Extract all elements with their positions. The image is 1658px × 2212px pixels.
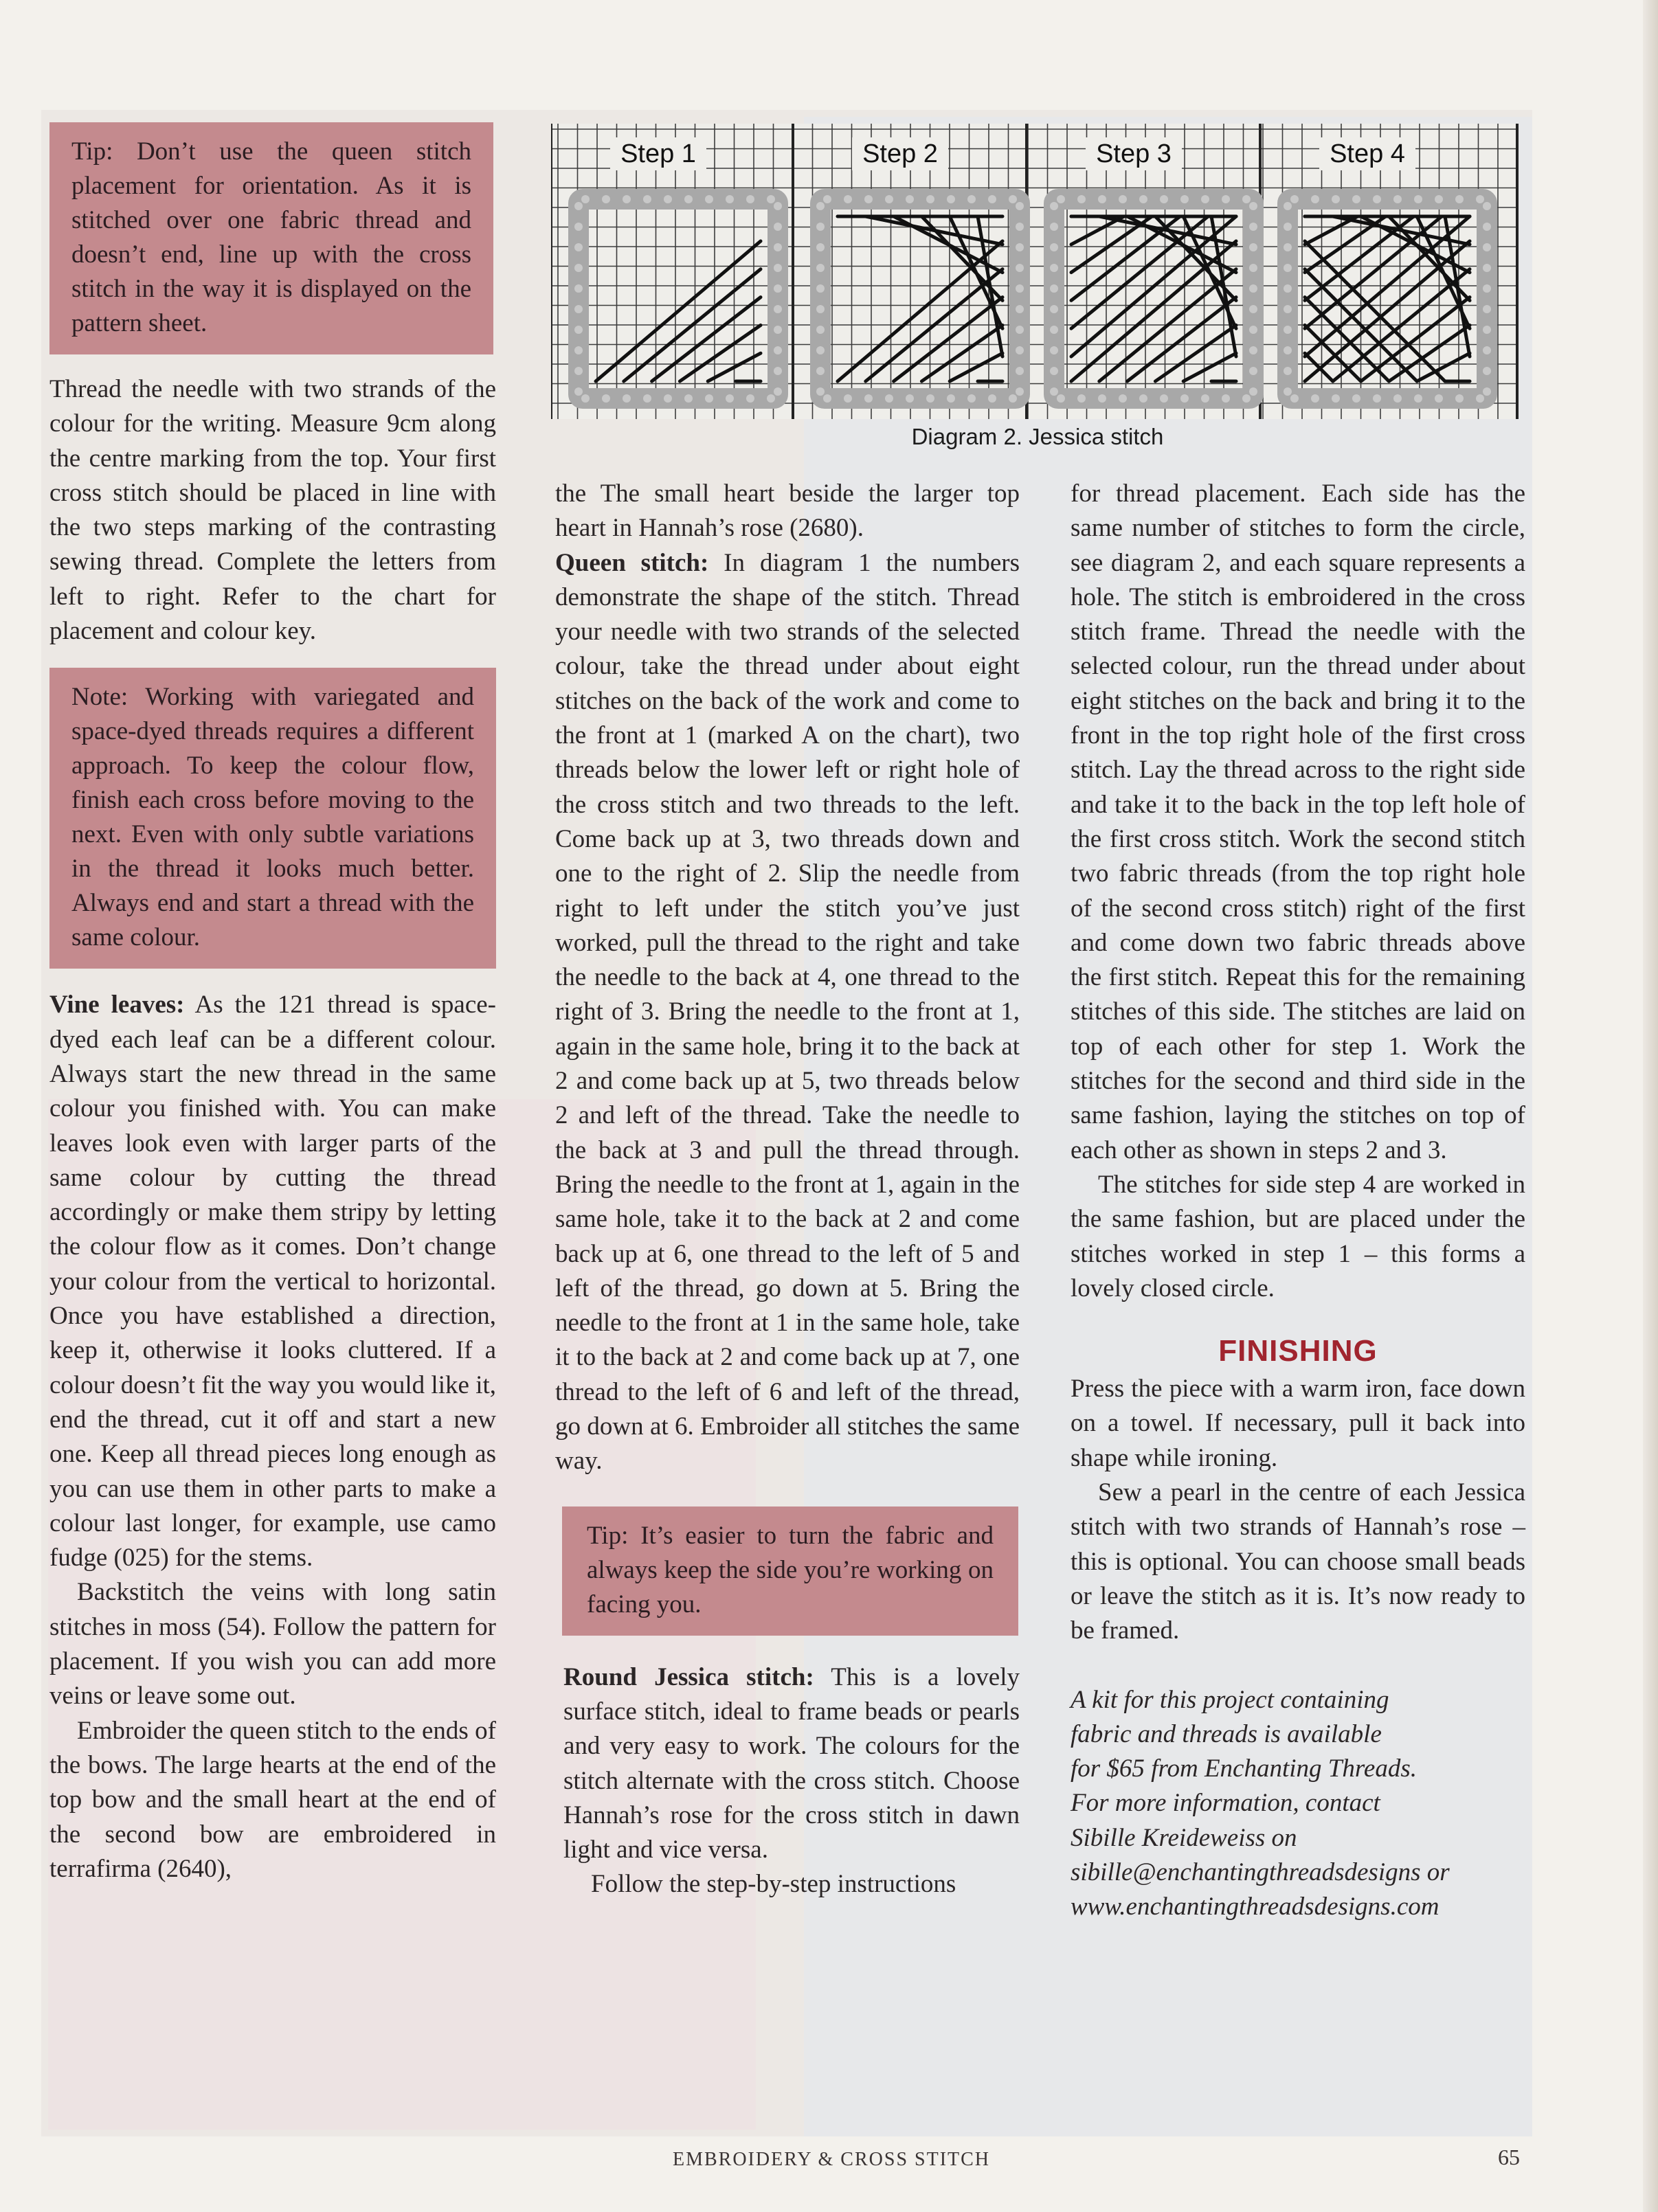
frame-stitch bbox=[726, 195, 734, 203]
frame-stitch bbox=[623, 394, 631, 403]
frame-stitch bbox=[574, 243, 583, 251]
frame-stitch bbox=[906, 195, 914, 203]
frame-stitch bbox=[1483, 346, 1491, 354]
frame-stitch bbox=[574, 202, 583, 210]
kit-email[interactable]: sibille@enchantingthreadsdesigns or bbox=[1071, 1858, 1450, 1886]
frame-stitch bbox=[864, 195, 873, 203]
frame-stitch bbox=[1119, 195, 1127, 203]
frame-stitch bbox=[988, 394, 996, 403]
frame-stitch bbox=[1483, 223, 1491, 231]
frame-stitch bbox=[1098, 394, 1106, 403]
side-step-4-paragraph: The stitches for side step 4 are worked in the same fashion, but are placed under the stitches worked in step 1 – this forms a lovely closed circle. bbox=[1071, 1170, 1525, 1302]
frame-stitch bbox=[574, 367, 583, 375]
publication-footer: EMBROIDERY & CROSS STITCH bbox=[672, 2149, 991, 2170]
frame-stitch bbox=[746, 195, 754, 203]
frame-stitch bbox=[1284, 387, 1292, 396]
frame-stitch bbox=[574, 387, 583, 396]
frame-stitch bbox=[1476, 195, 1484, 203]
step-label: Step 3 bbox=[1096, 139, 1172, 168]
vine-leaves-text: As the 121 thread is space-dyed each leaf can be a different colour. Always start the new thread in the same colour you finished with. You can make leaves look even with larger parts of the same colour by cutting the thread accordingly or make them stripy by letting the colour flow as it comes. Don’t change your colour from the vertical to horizontal. Once you have established a direction, keep it, otherwise it looks cluttered. If a colour doesn’t fit the way you would like it, end the thread, cut it off and start a new one. Keep all thread pieces long enough as you can use them in other parts to make a colour last longer, for example, use camo fudge (025) for the stems. bbox=[49, 991, 496, 1572]
frame-stitch bbox=[1050, 367, 1058, 375]
frame-stitch bbox=[885, 195, 893, 203]
frame-stitch bbox=[774, 326, 782, 334]
frame-stitch bbox=[823, 195, 831, 203]
frame-stitch bbox=[1483, 305, 1491, 313]
frame-stitch bbox=[1242, 394, 1251, 403]
frame-stitch bbox=[1139, 394, 1147, 403]
frame-stitch bbox=[1284, 326, 1292, 334]
frame-stitch bbox=[816, 284, 825, 293]
frame-stitch bbox=[1180, 195, 1189, 203]
step-label: Step 4 bbox=[1330, 139, 1405, 168]
frame-stitch bbox=[816, 243, 825, 251]
step-label: Step 2 bbox=[862, 139, 938, 168]
jessica-stitch-diagram bbox=[551, 124, 1519, 419]
frame-stitch bbox=[774, 387, 782, 396]
frame-stitch bbox=[1483, 284, 1491, 293]
frame-stitch bbox=[816, 326, 825, 334]
frame-stitch bbox=[774, 223, 782, 231]
note-box-variegated: Note: Working with variegated and space-dyed threads requires a different approach. To keep the colour flow, finish each cross before moving to the next. Even with only subtle variations in the thread it looks much better. Always end and start a thread with the same colour. bbox=[49, 668, 496, 969]
frame-stitch bbox=[602, 394, 610, 403]
frame-stitch bbox=[774, 346, 782, 354]
frame-stitch bbox=[1139, 195, 1147, 203]
frame-stitch bbox=[823, 394, 831, 403]
frame-stitch bbox=[926, 394, 934, 403]
round-jessica-paragraph bbox=[563, 1660, 1020, 1868]
frame-stitch bbox=[774, 367, 782, 375]
frame-stitch bbox=[1373, 394, 1381, 403]
frame-stitch bbox=[1242, 195, 1251, 203]
step-label: Step 1 bbox=[620, 139, 696, 168]
kit-line: for $65 from Enchanting Threads. bbox=[1071, 1754, 1417, 1783]
tip-box-queen-stitch: Tip: Don’t use the queen stitch placement for orientation. As it is stitched over one fabric thread and doesn’t end, line up with the cross stitch in the way it is displayed on the pattern sheet. bbox=[49, 122, 493, 354]
round-jessica-title: Round Jessica stitch: bbox=[563, 1662, 814, 1691]
frame-stitch bbox=[1483, 387, 1491, 396]
diagram-caption: Diagram 2. Jessica stitch bbox=[911, 424, 1164, 449]
finishing-heading: FINISHING bbox=[1218, 1334, 1378, 1368]
frame-stitch bbox=[816, 264, 825, 272]
queen-stitch-title: Queen stitch: bbox=[555, 548, 709, 577]
frame-stitch bbox=[1201, 195, 1209, 203]
frame-stitch bbox=[705, 394, 713, 403]
intro-paragraph: Thread the needle with two strands of the colour for the writing. Measure 9cm along the centre marking from the top. Your first cross stitch should be placed in line with the two steps marking of the contrasting sewing thread. Complete the letters from left to right. Refer to the chart for placement and colour key. bbox=[49, 375, 496, 646]
frame-stitch bbox=[726, 394, 734, 403]
frame-stitch bbox=[1057, 195, 1065, 203]
frame-stitch bbox=[1009, 195, 1017, 203]
frame-stitch bbox=[1483, 264, 1491, 272]
frame-stitch bbox=[1284, 223, 1292, 231]
frame-stitch bbox=[1009, 394, 1017, 403]
frame-stitch bbox=[1455, 394, 1464, 403]
frame-stitch bbox=[1476, 394, 1484, 403]
frame-stitch bbox=[1249, 346, 1257, 354]
frame-stitch bbox=[844, 195, 852, 203]
frame-stitch bbox=[1373, 195, 1381, 203]
frame-stitch bbox=[643, 394, 651, 403]
frame-stitch bbox=[1284, 367, 1292, 375]
frame-stitch bbox=[1249, 387, 1257, 396]
frame-stitch bbox=[1284, 305, 1292, 313]
frame-stitch bbox=[1180, 394, 1189, 403]
column-3 bbox=[1071, 477, 1525, 1925]
frame-stitch bbox=[1050, 284, 1058, 293]
queen-stitch-ends-paragraph: Embroider the queen stitch to the ends of the bows. The large hearts at the end of the top bow and the small heart at the end of the second bow are embroidered in terrafirma (2640), bbox=[49, 1716, 496, 1883]
frame-stitch bbox=[1016, 243, 1024, 251]
frame-stitch bbox=[1249, 202, 1257, 210]
frame-stitch bbox=[816, 346, 825, 354]
frame-stitch bbox=[1016, 223, 1024, 231]
frame-stitch bbox=[1016, 367, 1024, 375]
frame-stitch bbox=[1050, 305, 1058, 313]
backstitch-paragraph: Backstitch the veins with long satin stitches in moss (54). Follow the pattern for placement. If you wish you can add more veins or leave some out. bbox=[49, 1578, 496, 1711]
frame-stitch bbox=[1050, 202, 1058, 210]
frame-stitch bbox=[1284, 346, 1292, 354]
kit-info bbox=[1071, 1683, 1525, 1925]
frame-stitch bbox=[1050, 264, 1058, 272]
frame-stitch bbox=[602, 195, 610, 203]
frame-stitch bbox=[1352, 195, 1360, 203]
frame-stitch bbox=[684, 394, 693, 403]
kit-line: For more information, contact bbox=[1071, 1789, 1380, 1818]
frame-stitch bbox=[1311, 195, 1319, 203]
frame-stitch bbox=[816, 223, 825, 231]
frame-stitch bbox=[816, 305, 825, 313]
column-1 bbox=[49, 122, 496, 1886]
frame-stitch bbox=[816, 202, 825, 210]
frame-stitch bbox=[1222, 394, 1230, 403]
frame-stitch bbox=[767, 195, 775, 203]
press-paragraph: Press the piece with a warm iron, face down on a towel. If necessary, pull it back into shape while ironing. bbox=[1071, 1375, 1525, 1472]
frame-stitch bbox=[1284, 202, 1292, 210]
page-number: 65 bbox=[1498, 2145, 1520, 2169]
pearl-paragraph: Sew a pearl in the centre of each Jessica stitch with two strands of Hannah’s rose – this is optional. You can choose small beads or leave the stitch as it is. It’s now ready to be framed. bbox=[1071, 1478, 1525, 1645]
frame-stitch bbox=[1290, 195, 1299, 203]
frame-stitch bbox=[1050, 387, 1058, 396]
frame-stitch bbox=[1249, 284, 1257, 293]
frame-stitch bbox=[1249, 243, 1257, 251]
frame-stitch bbox=[705, 195, 713, 203]
frame-stitch bbox=[1483, 243, 1491, 251]
frame-stitch bbox=[574, 326, 583, 334]
column-2 bbox=[555, 477, 1020, 1902]
frame-stitch bbox=[1311, 394, 1319, 403]
frame-stitch bbox=[1414, 195, 1422, 203]
frame-stitch bbox=[664, 394, 672, 403]
round-jessica-text: This is a lovely surface stitch, ideal to frame beads or pearls and very easy to work. The colours for the stitch alternate with the cross stitch. Choose Hannah’s rose for the cross stitch in dawn light and vice versa. bbox=[563, 1662, 1020, 1864]
vine-leaves-paragraph bbox=[49, 988, 496, 1575]
kit-line: A kit for this project containing bbox=[1071, 1685, 1389, 1714]
frame-stitch bbox=[1435, 394, 1443, 403]
thread-placement-paragraph: for thread placement. Each side has the same number of stitches to form the circle, see diagram 2, and each square represents a hole. The stitch is embroidered in the cross stitch frame. Thread the needle with the selected colour, run the thread under about eight stitches on the back and bring it to the front in the top right hole of the first cross stitch. Lay the thread across to the right side and take it to the back in the top left hole of the first cross stitch. Work the second stitch two fabric threads (from the top right hole of the second cross stitch) right of the first and come down two fabric threads above the first stitch. Repeat this for the remaining stitches of this side. The stitches are laid on top of each other for step 1. Work the stitches for the second and third side in the same fashion, laying the stitches on top of each other as shown in steps 2 and 3. bbox=[1071, 479, 1525, 1164]
frame-stitch bbox=[774, 264, 782, 272]
kit-line: Sibille Kreideweiss on bbox=[1071, 1823, 1297, 1852]
frame-stitch bbox=[1435, 195, 1443, 203]
frame-stitch bbox=[1098, 195, 1106, 203]
frame-stitch bbox=[1284, 284, 1292, 293]
frame-stitch bbox=[1393, 394, 1402, 403]
frame-stitch bbox=[947, 394, 955, 403]
frame-stitch bbox=[1222, 195, 1230, 203]
frame-stitch bbox=[864, 394, 873, 403]
frame-stitch bbox=[774, 243, 782, 251]
frame-stitch bbox=[1160, 195, 1168, 203]
frame-stitch bbox=[1414, 394, 1422, 403]
frame-stitch bbox=[1050, 243, 1058, 251]
frame-stitch bbox=[574, 305, 583, 313]
frame-stitch bbox=[1119, 394, 1127, 403]
frame-stitch bbox=[774, 305, 782, 313]
frame-stitch bbox=[581, 394, 590, 403]
frame-stitch bbox=[988, 195, 996, 203]
frame-stitch bbox=[574, 223, 583, 231]
frame-stitch bbox=[816, 387, 825, 396]
frame-stitch bbox=[1016, 305, 1024, 313]
frame-stitch bbox=[1249, 367, 1257, 375]
tip-box-turn-fabric: Tip: It’s easier to turn the fabric and always keep the side you’re working on facing you. bbox=[562, 1506, 1018, 1636]
frame-stitch bbox=[885, 394, 893, 403]
frame-stitch bbox=[574, 346, 583, 354]
frame-stitch bbox=[684, 195, 693, 203]
frame-stitch bbox=[1016, 387, 1024, 396]
page-edge bbox=[1643, 0, 1658, 2212]
frame-stitch bbox=[774, 202, 782, 210]
frame-stitch bbox=[1050, 223, 1058, 231]
frame-stitch bbox=[844, 394, 852, 403]
frame-stitch bbox=[1483, 326, 1491, 334]
frame-stitch bbox=[947, 195, 955, 203]
frame-stitch bbox=[967, 195, 976, 203]
frame-stitch bbox=[623, 195, 631, 203]
frame-stitch bbox=[1284, 264, 1292, 272]
frame-stitch bbox=[1016, 346, 1024, 354]
frame-stitch bbox=[1016, 284, 1024, 293]
frame-stitch bbox=[664, 195, 672, 203]
frame-stitch bbox=[1016, 264, 1024, 272]
frame-stitch bbox=[816, 367, 825, 375]
frame-stitch bbox=[1249, 264, 1257, 272]
frame-stitch bbox=[643, 195, 651, 203]
frame-stitch bbox=[746, 394, 754, 403]
frame-stitch bbox=[1290, 394, 1299, 403]
queen-stitch-paragraph bbox=[555, 546, 1020, 1479]
frame-stitch bbox=[1352, 394, 1360, 403]
small-heart-paragraph: the The small heart beside the larger top heart in Hannah’s rose (2680). bbox=[555, 479, 1020, 543]
frame-stitch bbox=[1332, 394, 1340, 403]
frame-stitch bbox=[574, 264, 583, 272]
frame-stitch bbox=[1284, 243, 1292, 251]
frame-stitch bbox=[1249, 223, 1257, 231]
frame-stitch bbox=[1016, 326, 1024, 334]
kit-website[interactable]: www.enchantingthreadsdesigns.com bbox=[1071, 1893, 1439, 1921]
frame-stitch bbox=[1483, 367, 1491, 375]
frame-stitch bbox=[906, 394, 914, 403]
frame-stitch bbox=[926, 195, 934, 203]
frame-stitch bbox=[574, 284, 583, 293]
frame-stitch bbox=[967, 394, 976, 403]
frame-stitch bbox=[1050, 326, 1058, 334]
frame-stitch bbox=[774, 284, 782, 293]
frame-stitch bbox=[1077, 394, 1086, 403]
frame-stitch bbox=[1483, 202, 1491, 210]
frame-stitch bbox=[1393, 195, 1402, 203]
frame-stitch bbox=[1332, 195, 1340, 203]
frame-stitch bbox=[1050, 346, 1058, 354]
frame-stitch bbox=[581, 195, 590, 203]
frame-stitch bbox=[1249, 305, 1257, 313]
frame-stitch bbox=[1160, 394, 1168, 403]
frame-stitch bbox=[1249, 326, 1257, 334]
follow-instructions-paragraph: Follow the step-by-step instructions bbox=[591, 1870, 956, 1899]
frame-stitch bbox=[1057, 394, 1065, 403]
frame-stitch bbox=[1016, 202, 1024, 210]
vine-leaves-title: Vine leaves: bbox=[49, 991, 185, 1019]
queen-stitch-text: In diagram 1 the numbers demonstrate the shape of the stitch. Thread your needle with two strands of the selected colour, take the thread under about eight stitches on the back of the work and come to the front at 1 (marked A on the chart), two threads below the lower left or right hole of the cross stitch and two threads to the left. Come back up at 3, two threads down and one to the right of 2. Slip the needle from right to left under the stitch you’ve just worked, pull the thread to the right and take the needle to the back at 4, one thread to the right of 3. Bring the needle to the front at 1, again in the same hole, bring it to the back at 2 and come back up at 5, two threads below 2 and left of the thread. Take the needle to the back at 3 and pull the thread through. Bring the needle to the front at 1, again in the same hole, take it to the back at 2 and come back up at 6, one thread to the left of 5 and left of the thread, go down at 5. Bring the needle to the front at 1 in the same hole, take it to the back at 2 and come back up at 7, one thread to the left of 6 and left of the thread, go down at 6. Embroider all stitches the same way. bbox=[555, 548, 1020, 1476]
frame-stitch bbox=[1201, 394, 1209, 403]
frame-stitch bbox=[1455, 195, 1464, 203]
frame-stitch bbox=[1077, 195, 1086, 203]
kit-line: fabric and threads is available bbox=[1071, 1719, 1382, 1748]
frame-stitch bbox=[767, 394, 775, 403]
